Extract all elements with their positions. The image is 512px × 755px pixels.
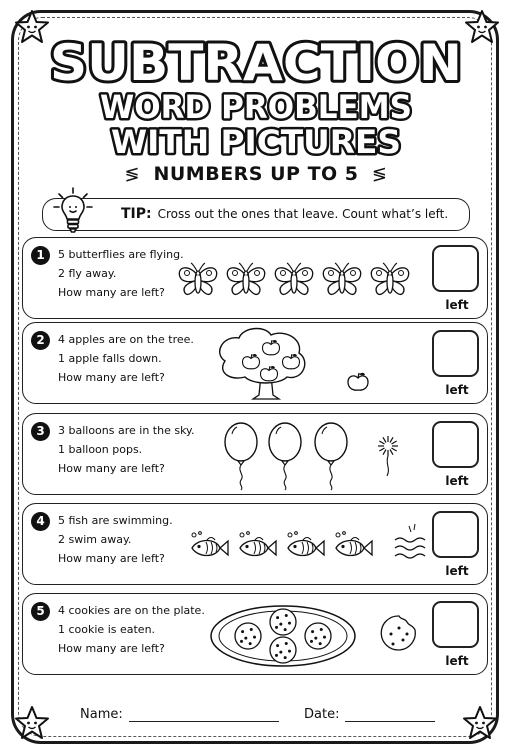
answer-label: left bbox=[445, 298, 469, 312]
problem-question: How many are left? bbox=[58, 286, 165, 299]
fish-icon bbox=[288, 532, 324, 556]
balloon-icon bbox=[225, 423, 257, 490]
problem-picture bbox=[173, 594, 433, 674]
cookie-icon bbox=[235, 623, 261, 649]
decor-dashes-left: ≶ bbox=[124, 164, 147, 185]
problem-picture bbox=[173, 238, 433, 318]
answer-box[interactable] bbox=[432, 421, 479, 468]
name-line[interactable] bbox=[129, 707, 279, 722]
balloon-icon bbox=[269, 423, 301, 490]
problem-card bbox=[22, 593, 488, 675]
balloon-icon bbox=[315, 423, 347, 490]
fish-icon bbox=[336, 532, 372, 556]
problem-change: 1 apple falls down. bbox=[58, 352, 162, 365]
name-label: Name: bbox=[80, 707, 123, 722]
fish-icon bbox=[240, 532, 276, 556]
problem-question: How many are left? bbox=[58, 462, 165, 475]
problem-number-badge: 1 bbox=[31, 246, 50, 265]
water-waves-icon bbox=[395, 524, 425, 558]
problem-statement: 4 cookies are on the plate. bbox=[58, 604, 205, 617]
answer-box[interactable] bbox=[432, 245, 479, 292]
star-face-icon bbox=[460, 704, 500, 744]
answer-label: left bbox=[445, 654, 469, 668]
tip-body: Cross out the ones that leave. Count what’s left. bbox=[157, 207, 449, 221]
date-field[interactable] bbox=[304, 707, 435, 722]
subtitle-text: NUMBERS UP TO 5 bbox=[153, 163, 359, 185]
problem-question: How many are left? bbox=[58, 552, 165, 565]
butterfly-icon bbox=[227, 263, 264, 294]
problem-picture bbox=[173, 323, 433, 403]
butterfly-icon bbox=[371, 263, 408, 294]
problem-number-badge: 4 bbox=[31, 512, 50, 531]
date-label: Date: bbox=[304, 707, 340, 722]
fish-icon bbox=[192, 532, 228, 556]
decor-dashes-right: ≶ bbox=[365, 164, 388, 185]
lightbulb-icon bbox=[53, 186, 93, 238]
problem-statement: 3 balloons are in the sky. bbox=[58, 424, 195, 437]
apple-icon bbox=[348, 373, 368, 390]
problem-picture bbox=[173, 504, 433, 584]
problem-question: How many are left? bbox=[58, 642, 165, 655]
worksheet-title bbox=[0, 0, 512, 165]
tip-label: TIP: bbox=[121, 206, 152, 222]
problem-card bbox=[22, 503, 488, 585]
problem-question: How many are left? bbox=[58, 371, 165, 384]
cookie-icon bbox=[305, 623, 331, 649]
cookie-icon bbox=[270, 609, 296, 635]
problem-change: 2 swim away. bbox=[58, 533, 132, 546]
title-line-2: WORD PROBLEMS bbox=[100, 88, 412, 126]
popped-balloon-icon bbox=[378, 436, 398, 476]
title-line-1: SUBTRACTION bbox=[50, 34, 462, 92]
answer-box[interactable] bbox=[432, 601, 479, 648]
answer-box[interactable] bbox=[432, 330, 479, 377]
answer-label: left bbox=[445, 564, 469, 578]
problem-card bbox=[22, 322, 488, 404]
problem-number-badge: 2 bbox=[31, 331, 50, 350]
problem-number-badge: 3 bbox=[31, 422, 50, 441]
subtitle bbox=[0, 163, 512, 185]
tip-text bbox=[121, 206, 448, 222]
date-line[interactable] bbox=[345, 707, 435, 722]
problem-statement: 5 butterflies are flying. bbox=[58, 248, 184, 261]
answer-box[interactable] bbox=[432, 511, 479, 558]
problem-change: 1 balloon pops. bbox=[58, 443, 143, 456]
name-field[interactable] bbox=[80, 707, 279, 722]
problem-card bbox=[22, 237, 488, 319]
problem-change: 2 fly away. bbox=[58, 267, 117, 280]
cookie-icon bbox=[270, 637, 296, 663]
problem-statement: 5 fish are swimming. bbox=[58, 514, 173, 527]
butterfly-icon bbox=[323, 263, 360, 294]
star-face-icon bbox=[12, 704, 52, 744]
tip-box bbox=[42, 198, 470, 231]
answer-label: left bbox=[445, 383, 469, 397]
problem-change: 1 cookie is eaten. bbox=[58, 623, 156, 636]
title-line-3: WITH PICTURES bbox=[111, 123, 401, 161]
butterfly-icon bbox=[179, 263, 216, 294]
problem-picture bbox=[173, 414, 433, 494]
answer-label: left bbox=[445, 474, 469, 488]
bitten-cookie-icon bbox=[381, 616, 415, 650]
butterfly-icon bbox=[275, 263, 312, 294]
problem-statement: 4 apples are on the tree. bbox=[58, 333, 194, 346]
problem-card bbox=[22, 413, 488, 495]
problem-number-badge: 5 bbox=[31, 602, 50, 621]
